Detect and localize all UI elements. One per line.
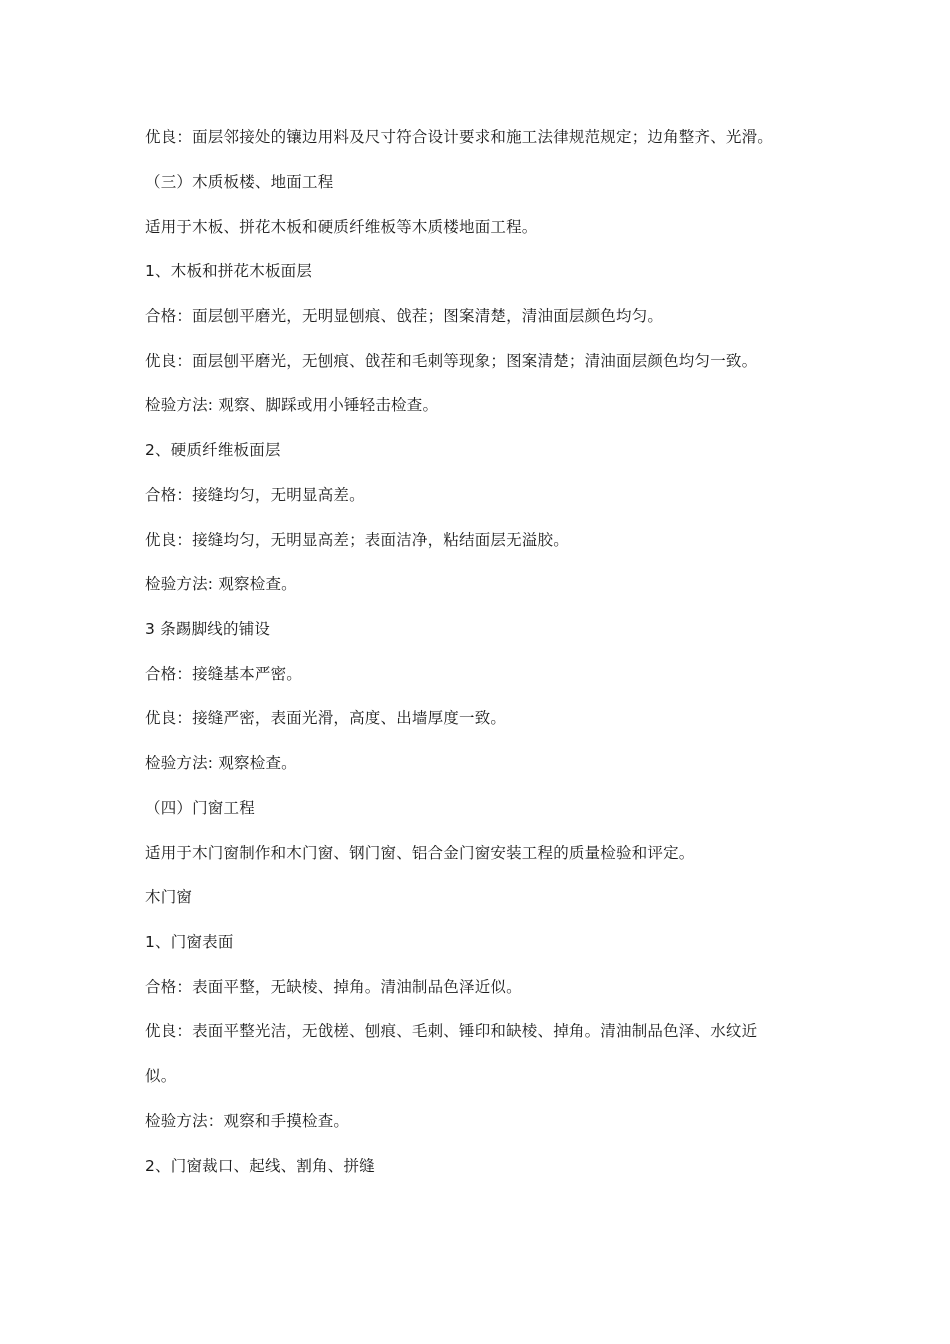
- subsection-heading: 3 条踢脚线的铺设: [145, 620, 271, 638]
- subsection-heading: 2、门窗裁口、起线、割角、拼缝: [145, 1157, 375, 1175]
- paragraph-line: 适用于木门窗制作和木门窗、钢门窗、铝合金门窗安装工程的质量检验和评定。: [145, 844, 695, 862]
- subsection-heading: 1、木板和拼花木板面层: [145, 262, 313, 280]
- section-heading: （四）门窗工程: [145, 799, 255, 817]
- subsection-heading: 1、门窗表面: [145, 933, 234, 951]
- paragraph-line: 优良：表面平整光洁，无戗槎、刨痕、毛刺、锤印和缺棱、掉角。清油制品色泽、水纹近: [145, 1022, 758, 1040]
- paragraph-line: 优良：面层刨平磨光，无刨痕、戗茬和毛刺等现象；图案清楚；清油面层颜色均匀一致。: [145, 352, 758, 370]
- paragraph-line: 优良：面层邻接处的镶边用料及尺寸符合设计要求和施工法律规范规定；边角整齐、光滑。: [145, 128, 774, 146]
- paragraph-line: 似。: [145, 1067, 177, 1085]
- section-heading: （三）木质板楼、地面工程: [145, 173, 334, 191]
- subsection-heading: 木门窗: [145, 888, 193, 906]
- paragraph-line: 检验方法: 观察检查。: [145, 754, 297, 772]
- paragraph-line: 适用于木板、拼花木板和硬质纤维板等木质楼地面工程。: [145, 218, 538, 236]
- paragraph-line: 优良：接缝严密，表面光滑，高度、出墙厚度一致。: [145, 709, 507, 727]
- paragraph-line: 合格：表面平整，无缺棱、掉角。清油制品色泽近似。: [145, 978, 522, 996]
- paragraph-line: 检验方法：观察和手摸检查。: [145, 1112, 350, 1130]
- paragraph-line: 优良：接缝均匀，无明显高差；表面洁净，粘结面层无溢胶。: [145, 531, 569, 549]
- paragraph-line: 合格：接缝基本严密。: [145, 665, 303, 683]
- subsection-heading: 2、硬质纤维板面层: [145, 441, 281, 459]
- paragraph-line: 检验方法: 观察检查。: [145, 575, 297, 593]
- paragraph-line: 检验方法: 观察、脚踩或用小锤轻击检查。: [145, 396, 439, 414]
- paragraph-line: 合格：面层刨平磨光，无明显刨痕、戗茬；图案清楚，清油面层颜色均匀。: [145, 307, 664, 325]
- paragraph-line: 合格：接缝均匀，无明显高差。: [145, 486, 365, 504]
